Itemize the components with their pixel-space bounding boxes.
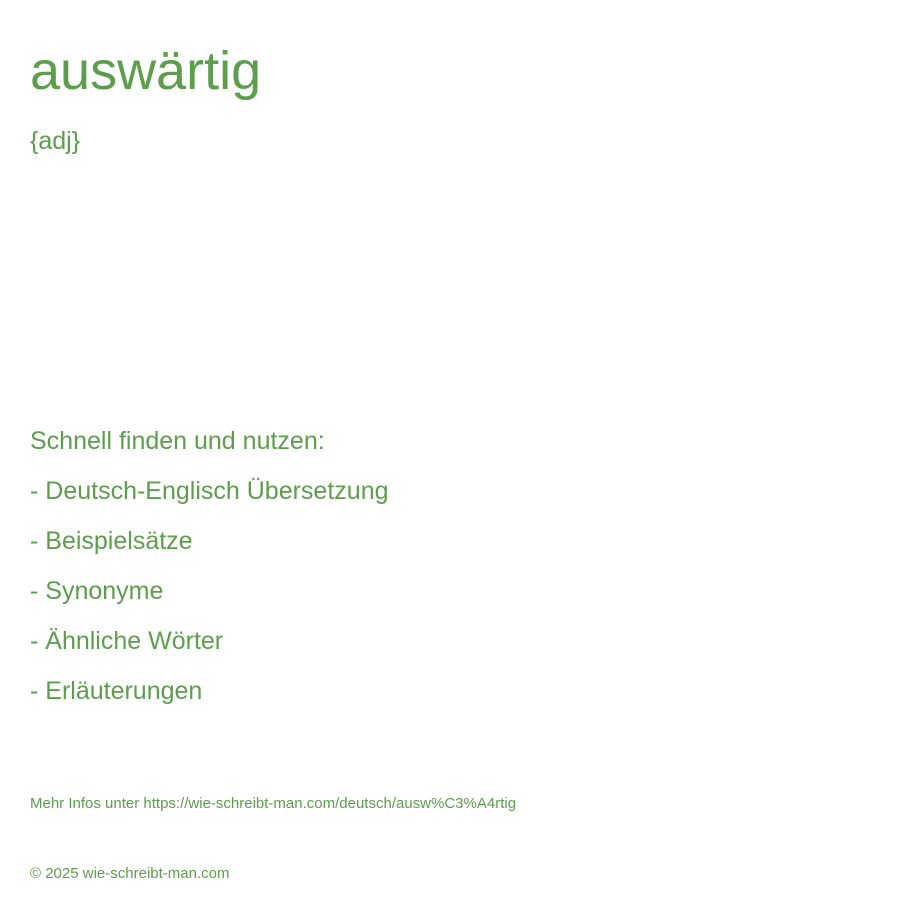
copyright-notice: © 2025 wie-schreibt-man.com <box>30 865 230 882</box>
more-info-link[interactable]: https://wie-schreibt-man.com/deutsch/ausw%C3%A4rtig <box>143 795 517 812</box>
feature-item-explanations: - Erläuterungen <box>30 677 203 705</box>
entry-word: auswärtig <box>30 41 262 101</box>
features-section <box>30 422 870 722</box>
part-of-speech: {adj} <box>30 127 81 155</box>
feature-item-translation: - Deutsch-Englisch Übersetzung <box>30 477 389 505</box>
feature-item-synonyms: - Synonyme <box>30 577 164 605</box>
feature-item-example-sentences: - Beispielsätze <box>30 527 193 555</box>
features-list <box>30 472 870 722</box>
feature-item-similar-words: - Ähnliche Wörter <box>30 627 224 655</box>
features-heading: Schnell finden und nutzen: <box>30 427 325 455</box>
more-info-line <box>30 794 516 814</box>
more-info-prefix: Mehr Infos unter <box>30 795 144 812</box>
